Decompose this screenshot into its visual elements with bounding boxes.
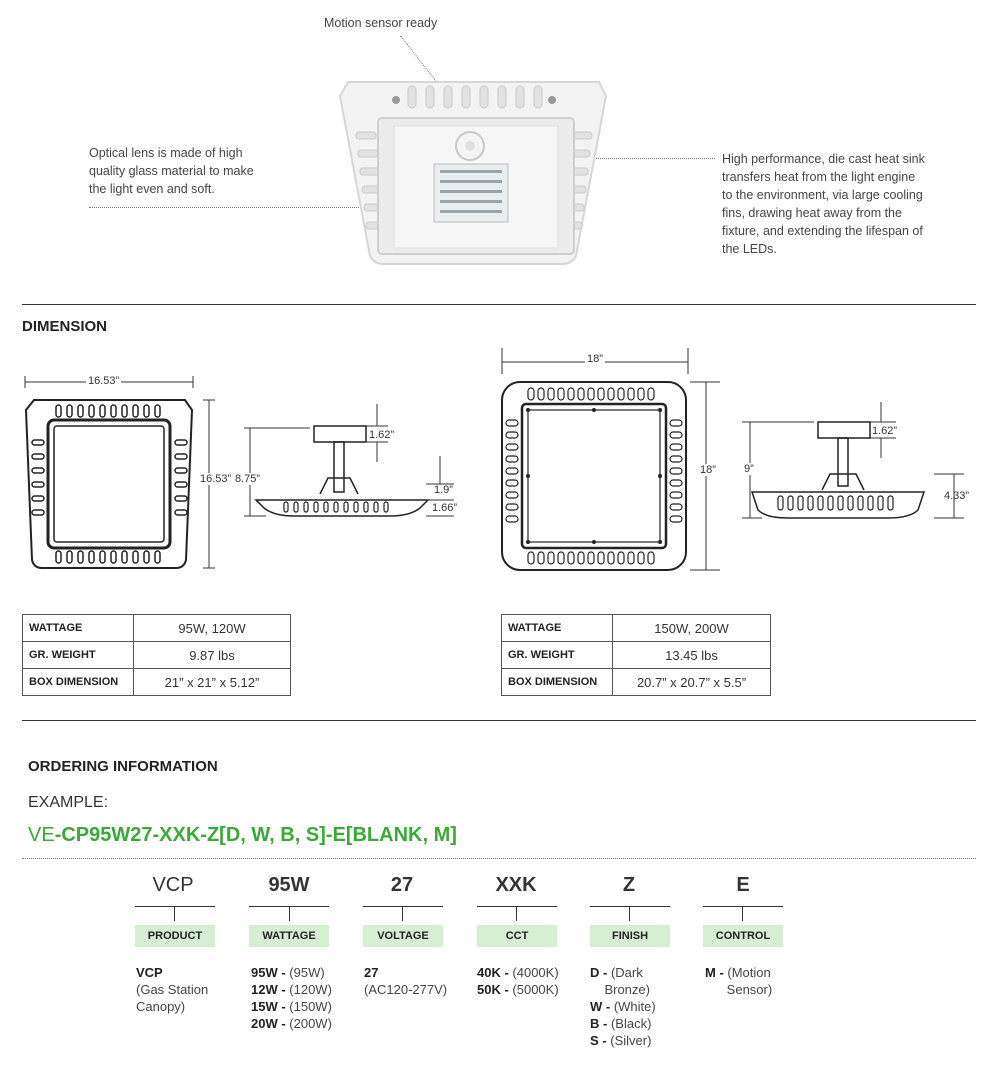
heatsink-line-5: fixture, and extending the lifespan of (722, 224, 923, 238)
heatsink-line-4: fins, drawing heat away from the (722, 206, 902, 220)
example-label: EXAMPLE: (28, 794, 109, 811)
product-photo (336, 76, 611, 268)
optical-lens-callout (89, 144, 289, 198)
table-row (502, 669, 771, 696)
option-line: D - (Dark (590, 965, 643, 980)
code-control: E (736, 874, 750, 896)
optical-line-1: Optical lens is made of high (89, 146, 243, 160)
optical-line-2: quality glass material to make (89, 164, 254, 178)
spec-key: BOX DIMENSION (23, 669, 134, 696)
tag-wattage: WATTAGE (249, 925, 329, 947)
options-control (705, 964, 772, 998)
option-line: M - (Motion (705, 965, 771, 980)
spec-table-large (501, 614, 771, 696)
spec-key: GR. WEIGHT (23, 642, 134, 669)
large-width-label: 18” (587, 353, 603, 365)
example-code-body: -CP95W27-XXK-Z[D, W, B, S]-E[BLANK, M] (54, 824, 457, 846)
option-line: W - (White) (590, 999, 656, 1014)
code-voltage: 27 (390, 874, 414, 896)
tag-finish: FINISH (590, 925, 670, 947)
code-underline (590, 906, 670, 907)
option-line: 15W - (150W) (251, 999, 332, 1014)
option-line: Canopy) (136, 999, 186, 1014)
dimension-title: DIMENSION (22, 318, 108, 335)
code-connector (742, 907, 743, 921)
code-underline (135, 906, 215, 907)
code-wattage: 95W (268, 874, 310, 896)
code-connector (402, 907, 403, 921)
code-product: VCP (152, 874, 194, 896)
heatsink-line-6: the LEDs. (722, 242, 777, 256)
options-cct (477, 964, 559, 998)
large-fixture-side-view (738, 398, 970, 523)
large-height-label: 18” (700, 464, 716, 476)
example-prefix: VE (28, 824, 55, 846)
option-line: (Gas Station (136, 982, 209, 997)
option-line: 50K - (5000K) (477, 982, 559, 997)
tag-cct: CCT (477, 925, 557, 947)
options-voltage (364, 964, 447, 998)
large-dim-c-label: 4.33” (944, 490, 970, 502)
small-width-label: 16.53” (88, 375, 120, 387)
example-code (28, 824, 457, 847)
large-total-height-label: 9” (744, 463, 754, 475)
option-line: Bronze) (590, 982, 650, 997)
optical-line-3: the light even and soft. (89, 182, 215, 196)
option-line: VCP (136, 965, 163, 980)
tag-product: PRODUCT (135, 925, 215, 947)
option-line: 95W - (95W) (251, 965, 325, 980)
small-height-label: 16.53” (200, 473, 232, 485)
table-row (23, 669, 291, 696)
spec-key: GR. WEIGHT (502, 642, 613, 669)
option-line: S - (Silver) (590, 1033, 652, 1048)
code-finish: Z (622, 874, 636, 896)
large-mount-label: 1.62” (872, 425, 898, 437)
heat-sink-callout (722, 150, 962, 258)
option-line: (AC120-277V) (364, 982, 448, 997)
tag-voltage: VOLTAGE (363, 925, 443, 947)
table-row (23, 642, 291, 669)
motion-sensor-callout: Motion sensor ready (324, 16, 438, 30)
spec-value: 21” x 21” x 5.12” (134, 669, 291, 696)
code-connector (289, 907, 290, 921)
code-connector (174, 907, 175, 921)
code-connector (516, 907, 517, 921)
heatsink-line-3: to the environment, via large cooling (722, 188, 923, 202)
options-wattage (251, 964, 332, 1032)
table-row (502, 642, 771, 669)
code-underline (363, 906, 443, 907)
spec-key: WATTAGE (502, 615, 613, 642)
large-fixture-top-view (498, 344, 723, 574)
code-connector (629, 907, 630, 921)
tag-control: CONTROL (703, 925, 783, 947)
heatsink-line-2: transfers heat from the light engine (722, 170, 916, 184)
code-underline (703, 906, 783, 907)
code-cct: XXK (495, 874, 537, 896)
spec-key: WATTAGE (23, 615, 134, 642)
small-dim-a-label: 1.9” (434, 484, 453, 496)
option-line: 40K - (4000K) (477, 965, 559, 980)
spec-value: 150W, 200W (613, 615, 771, 642)
small-dim-b-label: 1.66” (432, 502, 458, 514)
option-line: 20W - (200W) (251, 1016, 332, 1031)
option-line: Sensor) (705, 982, 773, 997)
ordering-title: ORDERING INFORMATION (28, 758, 218, 775)
small-fixture-side-view (240, 398, 460, 523)
small-total-height-label: 8.75” (235, 473, 261, 485)
spec-value: 95W, 120W (134, 615, 291, 642)
ordering-divider (22, 858, 976, 859)
heatsink-line-1: High performance, die cast heat sink (722, 152, 925, 166)
spec-table-small (22, 614, 291, 696)
small-fixture-top-view (20, 370, 230, 575)
small-mount-label: 1.62” (369, 429, 395, 441)
table-row (502, 615, 771, 642)
options-product (136, 964, 208, 1015)
options-finish (590, 964, 656, 1049)
option-line: 12W - (120W) (251, 982, 332, 997)
option-line: 27 (364, 965, 379, 980)
option-line: B - (Black) (590, 1016, 652, 1031)
spec-value: 20.7” x 20.7” x 5.5” (613, 669, 771, 696)
spec-value: 9.87 lbs (134, 642, 291, 669)
divider-top (22, 304, 976, 305)
spec-value: 13.45 lbs (613, 642, 771, 669)
divider-middle (22, 720, 976, 721)
spec-key: BOX DIMENSION (502, 669, 613, 696)
table-row (23, 615, 291, 642)
code-underline (477, 906, 557, 907)
